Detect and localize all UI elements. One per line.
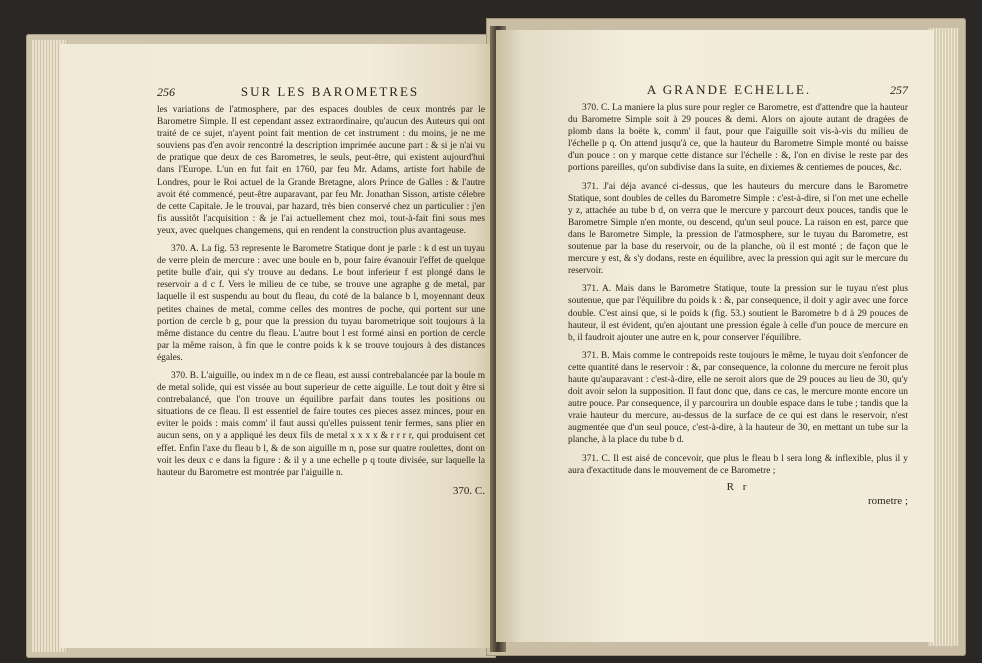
left-catchword: 370. C. bbox=[452, 484, 485, 497]
right-head-title: A GRANDE ECHELLE. bbox=[646, 82, 812, 97]
paragraph: 371. A. Mais dans le Barometre Statique, toute la pression sur le tuyau n'est plus soutenue, que par l'équilibre du poids k : &, par consequence, il doit y agir avec une force double. C'est ainsi que, si le poids k (fig. 53.) soutient le Barometre b d à 29 pouces de hauteur, il est évident, qu'en ajoutant une pression égale à celle d'un pouce de mercure en b, il faudroit ajouter une autre en k, pour conserver l'équilibre. bbox=[568, 284, 908, 343]
paragraph: 370. A. La fig. 53 represente le Barometre Statique dont je parle : k d est un tuyau de verre plein de mercure : avec une boule en b, pour faire évanouir l'effet de quelque petite bulle d'air, qui s'y trouve au dedans. Le bout inferieur f est plongé dans le reservoir a d c f. Vers le milieu de ce tube, se trouve une agraphe g de metal, par laquelle il est suspendu au bout du fleau, du coté de la balance b l, moyennant deux petites chaines de metal, comme celles des montres de poche, qui portent sur une portion de cercle b g, pour que la pression du tuyau barometrique soit toujours à la même distance du centre du fleau. L'autre bout l est formé ainsi en portion de cercle par la même raison, à fin que le contre poids k k se trouve toujours à des distances égales. bbox=[157, 244, 485, 363]
left-body bbox=[157, 104, 485, 479]
paragraph: 370. C. La maniere la plus sure pour regler ce Barometre, est d'attendre que la hauteur du Barometre Simple soit à 29 pouces & demi. Alors on ajoute autant de dragées de plomb dans la boëte k, comm' il faut, pour que l'aiguille soit vis-à-vis du milieu de l'échelle p q. On attend jusqu'à ce, que la hauteur du Barometre Simple monté ou baisse d'un pouce : on y marque cette distance sur l'échelle : &, l'on en divise le reste par des portions pareilles, qu'on subdivise dans la suite, en dixiemes & centiemes de pouces, &c. bbox=[568, 103, 908, 174]
right-body bbox=[568, 102, 908, 477]
left-page bbox=[60, 44, 500, 648]
left-head-title: SUR LES BAROMETRES bbox=[240, 84, 420, 99]
signature-mark: R r bbox=[726, 480, 750, 493]
right-page bbox=[496, 30, 934, 642]
left-page-number: 256 bbox=[157, 85, 175, 99]
paragraph: 371. J'ai déja avancé ci-dessus, que les hauteurs du mercure dans le Barometre Statique, sont doubles de celles du Barometre Simple : c'est-à-dire, si l'on met une echelle y z, attachée au tube b d, on verra que le mercure y parcourt deux pouces, tandis que le Barometre Simple n'en monte, ou descend, qu'un seul pouce. La raison en est, parce que dans le Barometre Simple, la pression de l'atmosphere, sur le tuyau du Barometre, est soutenue par la base du reservoir, ou de la planche, où il est monté ; de façon que le mercure y est, & s'y dodans, reste en équilibre, avec la pression qui agit sur le mercure du reservoir. bbox=[568, 181, 908, 277]
left-running-head bbox=[157, 84, 485, 104]
right-page-number: 257 bbox=[889, 83, 908, 97]
paragraph: 371. C. Il est aisé de concevoir, que plus le fleau b l sera long & inflexible, plus il y aura d'exactitude dans le mouvement de ce Barometre ; bbox=[568, 453, 908, 476]
paragraph: 370. B. L'aiguille, ou index m n de ce fleau, est aussi contrebalancée par la boule m de metal solide, qui est vissée au bout superieur de cette aiguille. Le tout doit y être si contrebalancé, que l'on trouve un équilibre parfait dans toutes les positions ou situations de ce fleau. Il est essentiel de faire toutes ces pieces assez minces, pour en eviter le poids : mais comm' il faut aussi qu'elles puissent tenir fermes, sans plier en aucun sens, on y a appliqué les deux fils de metal x x x x & r r r r, qui produisent cet effet. Enfin l'axe du fleau b l, & de son aiguille m n, pose sur quatre roulettes, dont on voit les deux c e dans la figure : & il y a une echelle p q toute divisée, sur laquelle la hauteur du Barometre est montrée par l'aiguille n. bbox=[157, 370, 485, 478]
right-catchword: rometre ; bbox=[867, 494, 908, 507]
right-running-head bbox=[568, 82, 908, 102]
paragraph: les variations de l'atmosphere, par des espaces doubles de ceux montrés par le Barometre Simple. Il est cependant assez extraordinaire, qu'aucun des Auteurs qui ont traité de ce sujet, n'ayent point fait mention de cet instrument : du moins, je ne me souviens pas d'en avoir rencontré la description imprimée aucune part : & si je n'ai vu de pratique que deux de ces Barometres, le seuls, peut-être, qui existent aujourd'hui dans l'Europe. L'un en fut fait en 1760, par feu Mr. Adams, artiste fort habile de Londres, pour le Roi actuel de la Grande Bretagne, alors Prince de Galles : & l'autre avoit été commencé, peut-être auparavant, par feu Mr. Jonathan Sisson, artiste célebre de cette Capitale. Je le trouvai, par hazard, très bien conservé chez un particulier : j'en fis aussitôt l'acquisition : & je l'ai actuellement chez moi, tout-à-fait fini sous mes yeux, avec quelques changemens, qui en rendent la construction plus avantageuse. bbox=[157, 105, 485, 236]
paragraph: 371. B. Mais comme le contrepoids reste toujours le même, le tuyau doit s'enfoncer de cette quantité dans le reservoir : &, par consequence, la colonne du mercure ne feroit plus haute qu'auparavant : c'est-à-dire, elle ne seroit alors que de 29 pouces au lieu de 30, qu'y doit avoir selon la supposition. Il faut donc que, dans ce cas, le mercure monte encore un autre pouce. Par consequence, il y parcourira un double espace dans le tube ; tandis que la vraie hauteur du mercure, au-dessus de la surface de ce qui est dans le reservoir, n'est augmentée que d'un seul pouce, c'est-à-dire, à la hauteur de 30, en mettant un tube sur la planche, à la place du tube b d. bbox=[568, 350, 908, 446]
